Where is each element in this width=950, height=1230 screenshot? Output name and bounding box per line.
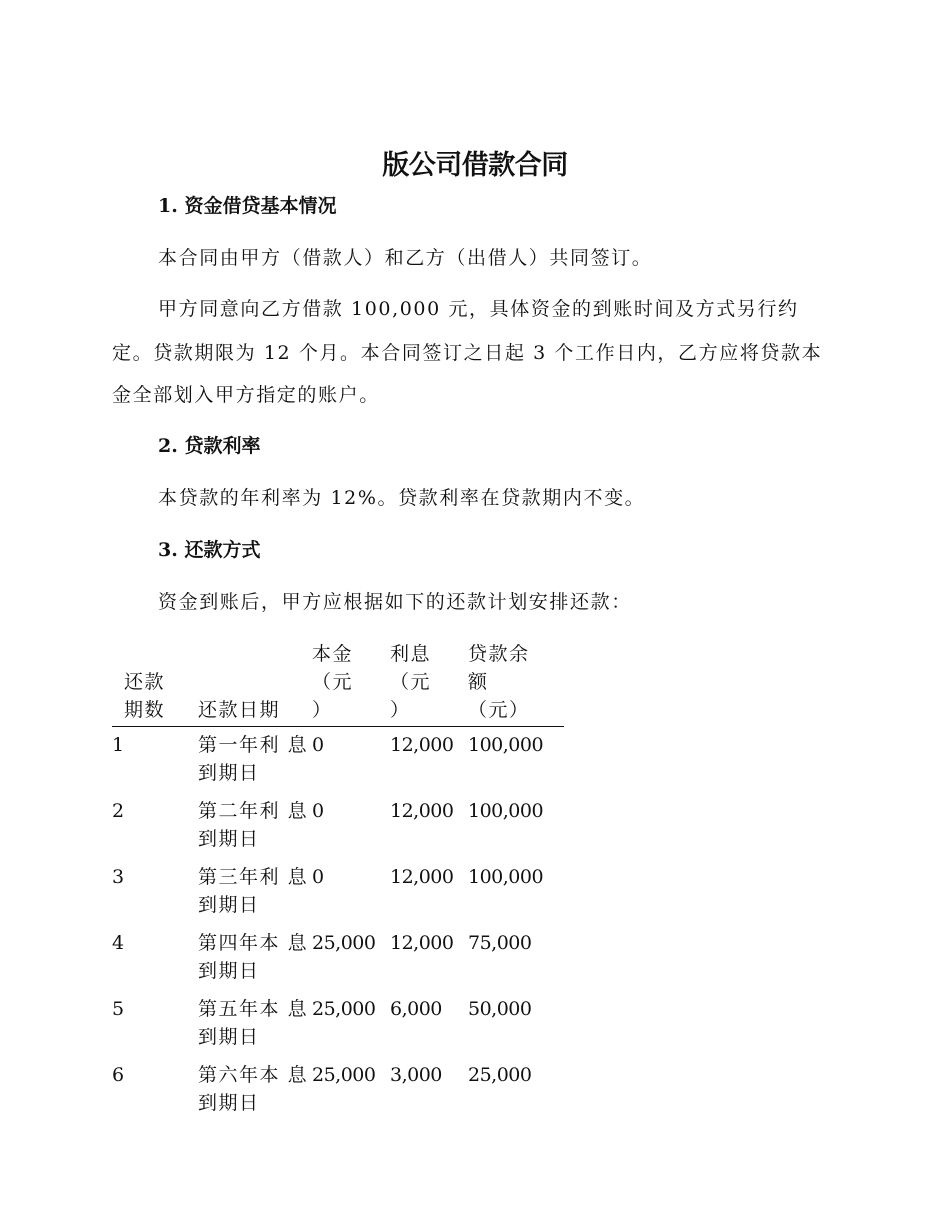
cell-interest: 3,000	[390, 1064, 442, 1086]
table-header-row	[112, 640, 564, 727]
repayment-schedule-table	[112, 640, 564, 1123]
paragraph-line: 定。贷款期限为 12 个月。本合同签订之日起 3 个工作日内，乙方应将贷款本	[112, 342, 823, 364]
cell-principal: 25,000	[312, 932, 376, 954]
cell-principal: 25,000	[312, 998, 376, 1020]
table-row	[112, 793, 564, 859]
paragraph: 本合同由甲方（借款人）和乙方（出借人）共同签订。	[158, 247, 653, 269]
cell-principal: 0	[312, 734, 324, 756]
header-balance: 贷款余 额 （元）	[468, 640, 564, 727]
table-row	[112, 925, 564, 991]
paragraph: 资金到账后，甲方应根据如下的还款计划安排还款：	[158, 591, 632, 613]
cell-date: 第二年利 息到期日	[198, 800, 309, 850]
cell-date: 第一年利 息到期日	[198, 734, 309, 784]
cell-balance: 50,000	[468, 998, 532, 1020]
cell-interest: 12,000	[390, 866, 454, 888]
cell-principal: 0	[312, 800, 324, 822]
cell-period: 2	[112, 800, 125, 822]
cell-balance: 100,000	[468, 866, 544, 888]
cell-balance: 75,000	[468, 932, 532, 954]
paragraph-line: 甲方同意向乙方借款 100,000 元，具体资金的到账时间及方式另行约	[158, 298, 799, 320]
cell-date: 第六年本 息到期日	[198, 1064, 309, 1114]
header-date: 还款日期	[198, 640, 312, 727]
table-row	[112, 1057, 564, 1123]
cell-period: 6	[112, 1064, 125, 1086]
section-heading-1: 1. 资金借贷基本情况	[158, 195, 337, 217]
paragraph-line: 金全部划入甲方指定的账户。	[112, 384, 380, 406]
cell-interest: 6,000	[390, 998, 442, 1020]
section-heading-2: 2. 贷款利率	[158, 435, 261, 457]
cell-period: 5	[112, 998, 125, 1020]
cell-period: 3	[112, 866, 125, 888]
header-interest: 利息 （元 ）	[390, 640, 468, 727]
cell-balance: 25,000	[468, 1064, 532, 1086]
cell-principal: 25,000	[312, 1064, 376, 1086]
table-row	[112, 727, 564, 794]
paragraph: 本贷款的年利率为 12%。贷款利率在贷款期内不变。	[158, 487, 646, 509]
table-row	[112, 991, 564, 1057]
cell-balance: 100,000	[468, 800, 544, 822]
page-title: 版公司借款合同	[382, 150, 568, 181]
header-period: 还款 期数	[112, 640, 198, 727]
cell-interest: 12,000	[390, 800, 454, 822]
cell-principal: 0	[312, 866, 324, 888]
cell-period: 4	[112, 932, 125, 954]
header-principal: 本金 （元 ）	[312, 640, 390, 727]
cell-period: 1	[112, 734, 125, 756]
cell-date: 第五年本 息到期日	[198, 998, 309, 1048]
cell-interest: 12,000	[390, 932, 454, 954]
cell-interest: 12,000	[390, 734, 454, 756]
cell-balance: 100,000	[468, 734, 544, 756]
cell-date: 第三年利 息到期日	[198, 866, 309, 916]
section-heading-3: 3. 还款方式	[158, 539, 261, 561]
table-row	[112, 859, 564, 925]
cell-date: 第四年本 息到期日	[198, 932, 309, 982]
